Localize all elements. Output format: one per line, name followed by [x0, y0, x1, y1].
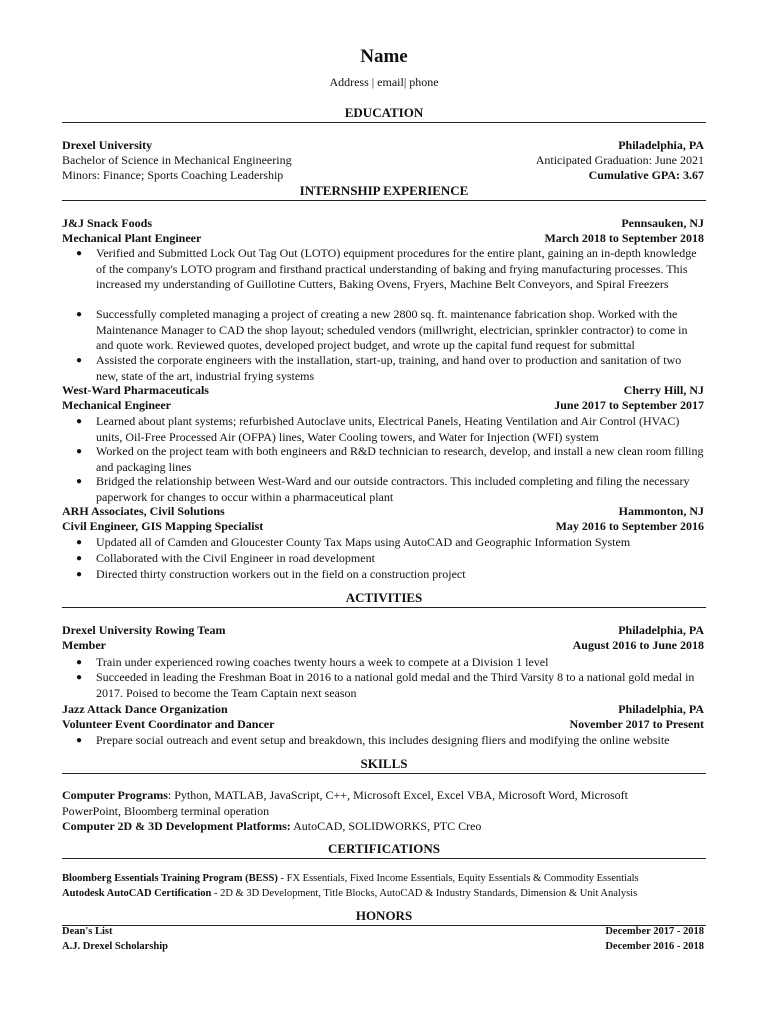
bullet-icon: ●	[76, 355, 83, 366]
bullet-item: ● Directed thirty construction workers out in the field on a construction project	[76, 567, 466, 581]
job-location: Hammonton, NJ	[618, 504, 704, 518]
activity-role: Volunteer Event Coordinator and Dancer	[62, 717, 275, 731]
certifications-heading: CERTIFICATIONS	[328, 841, 440, 856]
job-role: Mechanical Engineer	[62, 398, 171, 412]
certification-item: Autodesk AutoCAD Certification - 2D & 3D Development, Title Blocks, AutoCAD & Industry Standards, Dimension & Unit Analysis	[62, 888, 638, 899]
bullet-icon: ●	[76, 537, 83, 548]
job-dates: June 2017 to September 2017	[554, 398, 704, 412]
job-header	[62, 383, 704, 398]
company-name: West-Ward Pharmaceuticals	[62, 383, 209, 397]
honor-dates: December 2017 - 2018	[605, 926, 704, 937]
education-row	[62, 153, 704, 168]
activity-dates: November 2017 to Present	[569, 717, 704, 731]
activity-org: Drexel University Rowing Team	[62, 623, 226, 637]
education-heading: EDUCATION	[344, 105, 424, 120]
section-divider	[62, 858, 706, 859]
bullet-icon: ●	[76, 309, 83, 320]
company-name: J&J Snack Foods	[62, 216, 153, 230]
bullet-item: ● Verified and Submitted Lock Out Tag Out (LOTO) equipment procedures for the entire plant, gaining an in-depth knowledge of the company's LOTO program and firsthand practical understanding of baking and frying manufacturing processes. This increased my understanding of Guillotine Cutters, Baking Ovens, Fryers, Machine Belt Conveyors, and Spiral Freezers	[76, 246, 697, 291]
section-divider	[62, 200, 706, 201]
bullet-item: ● Prepare social outreach and event setup and breakdown, this includes designing fliers and modifying the online website	[76, 733, 670, 747]
bullet-icon: ●	[76, 553, 83, 564]
certification-item: Bloomberg Essentials Training Program (BESS) - FX Essentials, Fixed Income Essentials, Equity Essentials & Commodity Essentials	[62, 873, 639, 884]
activities-heading: ACTIVITIES	[345, 590, 423, 605]
job-dates: March 2018 to September 2018	[544, 231, 704, 245]
honor-name: Dean's List	[62, 926, 113, 937]
bullet-icon: ●	[76, 446, 83, 457]
activity-location: Philadelphia, PA	[618, 702, 704, 716]
honor-dates: December 2016 - 2018	[605, 941, 704, 952]
job-header	[62, 504, 704, 519]
bullet-item: ● Successfully completed managing a project of creating a new 2800 sq. ft. maintenance fabrication shop. Worked with the Maintenance Manager to CAD the shop layout; scheduled vendors (millwright, electrician, sprinkler contractor) to come in and quote work. Reviewed quotes, developed project budget, and wrote up the capital fund request for submittal	[76, 307, 688, 352]
internship-heading: INTERNSHIP EXPERIENCE	[299, 183, 469, 198]
activity-dates: August 2016 to June 2018	[572, 638, 704, 652]
job-header	[62, 216, 704, 231]
skills-programs: Computer Programs: Python, MATLAB, JavaScript, C++, Microsoft Excel, Excel VBA, Microsoft Word, Microsoft PowerPoint, Bloomberg terminal operation	[62, 788, 628, 818]
job-role: Mechanical Plant Engineer	[62, 231, 202, 245]
job-location: Cherry Hill, NJ	[623, 383, 704, 397]
job-dates: May 2016 to September 2016	[555, 519, 704, 533]
job-role: Civil Engineer, GIS Mapping Specialist	[62, 519, 264, 533]
section-divider	[62, 607, 706, 608]
honor-row	[62, 939, 704, 954]
graduation-date: Anticipated Graduation: June 2021	[535, 153, 704, 167]
bullet-item: ● Collaborated with the Civil Engineer in road development	[76, 551, 375, 565]
gpa: Cumulative GPA: 3.67	[588, 168, 704, 182]
activity-role-row	[62, 717, 704, 732]
activity-location: Philadelphia, PA	[618, 623, 704, 637]
education-row	[62, 168, 704, 183]
education-row	[62, 138, 704, 153]
resume-name: Name	[360, 46, 408, 67]
bullet-item: ● Train under experienced rowing coaches twenty hours a week to compete at a Division 1 level	[76, 655, 549, 669]
section-divider	[62, 773, 706, 774]
job-role-row	[62, 398, 704, 413]
bullet-item: ● Assisted the corporate engineers with the installation, start-up, training, and hand over to production and sanitation of two new, state of the art, industrial frying systems	[76, 353, 682, 383]
bullet-icon: ●	[76, 735, 83, 746]
activity-role: Member	[62, 638, 106, 652]
bullet-icon: ●	[76, 416, 83, 427]
company-name: ARH Associates, Civil Solutions	[62, 504, 225, 518]
activity-role-row	[62, 638, 704, 653]
school-location: Philadelphia, PA	[618, 138, 704, 152]
degree: Bachelor of Science in Mechanical Engineering	[62, 153, 292, 167]
bullet-icon: ●	[76, 657, 83, 668]
bullet-item: ● Worked on the project team with both engineers and R&D technician to research, develop, and install a new clean room filling and packaging lines	[76, 444, 704, 474]
activity-org: Jazz Attack Dance Organization	[62, 702, 228, 716]
contact-line: Address | email| phone	[329, 75, 439, 89]
bullet-icon: ●	[76, 569, 83, 580]
section-divider	[62, 122, 706, 123]
bullet-icon: ●	[76, 476, 83, 487]
activity-header	[62, 702, 704, 717]
bullet-item: ● Updated all of Camden and Gloucester County Tax Maps using AutoCAD and Geographic Information System	[76, 535, 631, 549]
job-location: Pennsauken, NJ	[621, 216, 704, 230]
job-role-row	[62, 519, 704, 534]
skills-heading: SKILLS	[360, 756, 408, 771]
job-role-row	[62, 231, 704, 246]
bullet-item: ● Succeeded in leading the Freshman Boat in 2016 to a national gold medal and the Third Varsity 8 to a national gold medal in 2017. Poised to become the Team Captain next season	[76, 670, 695, 700]
honors-heading: HONORS	[355, 908, 413, 923]
honor-name: A.J. Drexel Scholarship	[62, 941, 168, 952]
skills-platforms: Computer 2D & 3D Development Platforms: AutoCAD, SOLIDWORKS, PTC Creo	[62, 819, 482, 833]
bullet-icon: ●	[76, 672, 83, 683]
school-name: Drexel University	[62, 138, 153, 152]
activity-header	[62, 623, 704, 638]
bullet-item: ● Learned about plant systems; refurbished Autoclave units, Electrical Panels, Heating Ventilation and Air Control (HVAC) units, Oil-Free Processed Air (OFPA) lines, Water Cooling towers, and Water for Injection (WFI) system	[76, 414, 680, 444]
minors: Minors: Finance; Sports Coaching Leadership	[62, 168, 284, 182]
bullet-item: ● Bridged the relationship between West-Ward and our outside contractors. This included completing and filing the necessary paperwork for changes to occur within a pharmaceutical plant	[76, 474, 690, 504]
honor-row	[62, 924, 704, 939]
bullet-icon: ●	[76, 248, 83, 259]
